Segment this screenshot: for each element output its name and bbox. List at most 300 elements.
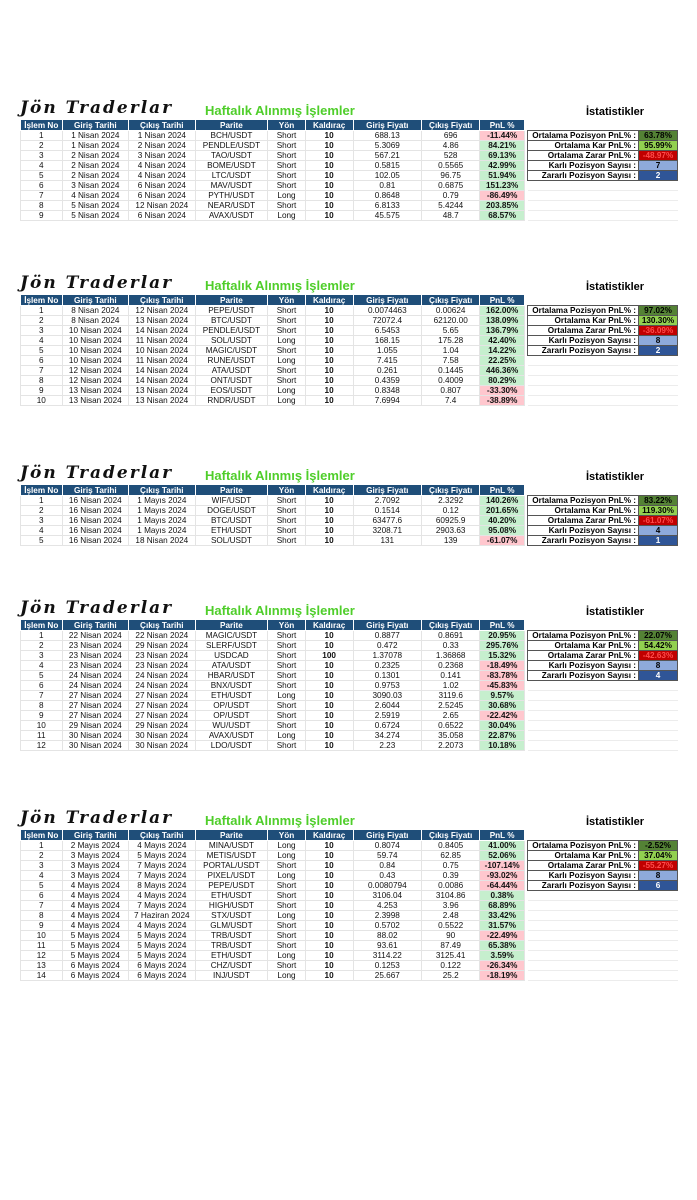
table-cell: BTC/USDT <box>195 516 268 526</box>
stats-row <box>528 171 678 181</box>
table-cell: 5 <box>21 671 63 681</box>
stats-empty-row <box>528 891 678 901</box>
table-cell: Short <box>268 141 305 151</box>
table-cell: 5 Nisan 2024 <box>62 201 129 211</box>
table-cell: 8 <box>21 701 63 711</box>
table-cell: 10 <box>305 941 353 951</box>
table-cell: PEPE/USDT <box>195 306 268 316</box>
table-cell: 3 <box>21 151 63 161</box>
brand-title: Jön Traderlar <box>20 273 174 293</box>
empty-cell <box>528 931 639 941</box>
column-header: Yön <box>268 485 305 496</box>
table-cell: 0.122 <box>422 961 480 971</box>
table-cell: 10 <box>305 741 353 751</box>
table-cell: 7 <box>21 901 63 911</box>
table-cell: 10 <box>305 506 353 516</box>
table-cell: 4 Mayıs 2024 <box>62 891 129 901</box>
table-row <box>21 211 525 221</box>
table-cell: 1 Nisan 2024 <box>129 131 196 141</box>
table-cell: 23 Nisan 2024 <box>129 661 196 671</box>
column-header: Kaldıraç <box>305 295 353 306</box>
table-cell: 6 <box>21 356 63 366</box>
table-cell: 162.00% <box>480 306 525 316</box>
empty-cell <box>528 891 639 901</box>
table-cell: ATA/USDT <box>195 661 268 671</box>
brand-title: Jön Traderlar <box>20 598 174 618</box>
table-cell: 0.472 <box>353 641 422 651</box>
table-row <box>21 661 525 671</box>
table-row <box>21 141 525 151</box>
column-header: Giriş Tarihi <box>62 620 129 631</box>
stat-value: 37.04% <box>639 851 678 861</box>
column-header: Çıkış Tarihi <box>129 620 196 631</box>
table-cell: 5 Mayıs 2024 <box>62 951 129 961</box>
table-cell: 0.8074 <box>353 841 422 851</box>
stat-value: 54.42% <box>639 641 678 651</box>
table-cell: 2 <box>21 851 63 861</box>
table-cell: 2 <box>21 641 63 651</box>
stats-empty-row <box>528 211 678 221</box>
table-cell: Short <box>268 376 305 386</box>
table-cell: 16 Nisan 2024 <box>62 526 129 536</box>
table-cell: Long <box>268 211 305 221</box>
stats-row <box>528 536 678 546</box>
table-cell: 30 Nisan 2024 <box>129 731 196 741</box>
table-row <box>21 851 525 861</box>
table-cell: 10.18% <box>480 741 525 751</box>
table-cell: 95.08% <box>480 526 525 536</box>
table-cell: 10 <box>305 881 353 891</box>
empty-cell <box>639 891 678 901</box>
table-cell: 10 <box>305 731 353 741</box>
stat-value: 7 <box>639 161 678 171</box>
table-cell: 11 Nisan 2024 <box>129 356 196 366</box>
table-cell: 0.00624 <box>422 306 480 316</box>
table-cell: 10 <box>305 971 353 981</box>
table-row <box>21 881 525 891</box>
empty-cell <box>639 901 678 911</box>
table-cell: 6 Nisan 2024 <box>129 191 196 201</box>
stat-value: -42.63% <box>639 651 678 661</box>
table-cell: 2 <box>21 316 63 326</box>
table-cell: 13 Nisan 2024 <box>62 386 129 396</box>
empty-cell <box>528 681 639 691</box>
table-cell: 1 Nisan 2024 <box>62 131 129 141</box>
table-cell: 0.9753 <box>353 681 422 691</box>
table-cell: ETH/USDT <box>195 691 268 701</box>
stat-label: Karlı Pozisyon Sayısı : <box>528 526 639 536</box>
table-cell: 0.141 <box>422 671 480 681</box>
empty-cell <box>528 701 639 711</box>
table-cell: 10 <box>305 211 353 221</box>
stat-label: Ortalama Zarar PnL% : <box>528 151 639 161</box>
table-row <box>21 931 525 941</box>
stat-value: 95.99% <box>639 141 678 151</box>
stats-empty-row <box>528 941 678 951</box>
empty-cell <box>639 711 678 721</box>
table-cell: 528 <box>422 151 480 161</box>
table-cell: 10 <box>305 306 353 316</box>
empty-cell <box>639 396 678 406</box>
table-cell: 30.68% <box>480 701 525 711</box>
stat-label: Ortalama Zarar PnL% : <box>528 326 639 336</box>
stats-row <box>528 851 678 861</box>
table-cell: 24 Nisan 2024 <box>129 681 196 691</box>
table-cell: 2 Nisan 2024 <box>129 141 196 151</box>
column-header: Çıkış Fiyatı <box>422 485 480 496</box>
table-cell: 8 Nisan 2024 <box>62 316 129 326</box>
table-cell: Short <box>268 131 305 141</box>
table-cell: 4 Mayıs 2024 <box>62 881 129 891</box>
stats-table <box>527 130 678 221</box>
stat-value: 6 <box>639 881 678 891</box>
column-header: Çıkış Tarihi <box>129 120 196 131</box>
table-cell: 10 <box>305 516 353 526</box>
empty-cell <box>639 721 678 731</box>
table-cell: 6.5453 <box>353 326 422 336</box>
table-cell: 5 Mayıs 2024 <box>62 931 129 941</box>
table-cell: ETH/USDT <box>195 951 268 961</box>
table-cell: 168.15 <box>353 336 422 346</box>
table-cell: 10 <box>305 131 353 141</box>
table-cell: 0.75 <box>422 861 480 871</box>
table-row <box>21 516 525 526</box>
table-cell: 10 <box>305 191 353 201</box>
column-header: İşlem No <box>21 830 63 841</box>
table-cell: 2 <box>21 506 63 516</box>
table-cell: 131 <box>353 536 422 546</box>
table-cell: 2.6044 <box>353 701 422 711</box>
table-cell: Long <box>268 731 305 741</box>
table-cell: 41.00% <box>480 841 525 851</box>
table-cell: 10 <box>305 721 353 731</box>
stat-label: Ortalama Kar PnL% : <box>528 851 639 861</box>
stat-label: Karlı Pozisyon Sayısı : <box>528 871 639 881</box>
table-row <box>21 671 525 681</box>
table-cell: 0.2325 <box>353 661 422 671</box>
empty-cell <box>528 211 639 221</box>
table-cell: 84.21% <box>480 141 525 151</box>
table-cell: 1 Mayıs 2024 <box>129 506 196 516</box>
table-cell: Short <box>268 316 305 326</box>
stats-table <box>527 305 678 406</box>
table-cell: 7 <box>21 691 63 701</box>
table-cell: 5.65 <box>422 326 480 336</box>
column-header: Çıkış Fiyatı <box>422 120 480 131</box>
table-cell: 2.5245 <box>422 701 480 711</box>
table-row <box>21 346 525 356</box>
table-cell: 0.4359 <box>353 376 422 386</box>
table-cell: BOME/USDT <box>195 161 268 171</box>
trades-table <box>20 829 525 981</box>
table-row <box>21 631 525 641</box>
table-cell: -93.02% <box>480 871 525 881</box>
stats-empty-row <box>528 366 678 376</box>
table-cell: 42.99% <box>480 161 525 171</box>
table-cell: 10 <box>305 961 353 971</box>
table-cell: 0.807 <box>422 386 480 396</box>
stat-label: Ortalama Pozisyon PnL% : <box>528 496 639 506</box>
table-cell: 10 <box>305 711 353 721</box>
table-cell: 10 <box>305 171 353 181</box>
empty-cell <box>639 941 678 951</box>
table-cell: Short <box>268 161 305 171</box>
table-cell: 29 Nisan 2024 <box>129 721 196 731</box>
table-cell: 10 <box>305 701 353 711</box>
table-cell: 4 Nisan 2024 <box>62 191 129 201</box>
table-cell: 4 Mayıs 2024 <box>62 901 129 911</box>
empty-cell <box>639 921 678 931</box>
empty-cell <box>528 366 639 376</box>
table-cell: 30.04% <box>480 721 525 731</box>
table-cell: -61.07% <box>480 536 525 546</box>
table-cell: PENDLE/USDT <box>195 141 268 151</box>
table-cell: 14 Nisan 2024 <box>129 326 196 336</box>
table-row <box>21 971 525 981</box>
column-header: Giriş Fiyatı <box>353 620 422 631</box>
table-cell: 6 <box>21 891 63 901</box>
empty-cell <box>528 201 639 211</box>
table-cell: 0.8691 <box>422 631 480 641</box>
table-cell: 68.57% <box>480 211 525 221</box>
table-cell: 0.6875 <box>422 181 480 191</box>
table-cell: 0.5815 <box>353 161 422 171</box>
table-header-row <box>21 295 525 306</box>
table-cell: 6 Mayıs 2024 <box>62 961 129 971</box>
stats-row <box>528 631 678 641</box>
table-cell: 4 Mayıs 2024 <box>129 891 196 901</box>
table-cell: 4 Mayıs 2024 <box>62 911 129 921</box>
table-cell: 90 <box>422 931 480 941</box>
empty-cell <box>639 691 678 701</box>
stat-label: Ortalama Kar PnL% : <box>528 316 639 326</box>
table-cell: 7 Mayıs 2024 <box>129 861 196 871</box>
table-cell: 14.22% <box>480 346 525 356</box>
table-cell: EOS/USDT <box>195 386 268 396</box>
stats-empty-row <box>528 901 678 911</box>
table-cell: 201.65% <box>480 506 525 516</box>
table-cell: 29 Nisan 2024 <box>129 641 196 651</box>
stats-row <box>528 881 678 891</box>
stats-empty-row <box>528 921 678 931</box>
table-cell: 2.7092 <box>353 496 422 506</box>
table-cell: ETH/USDT <box>195 891 268 901</box>
table-cell: 10 <box>305 901 353 911</box>
table-cell: 0.33 <box>422 641 480 651</box>
table-cell: 10 Nisan 2024 <box>129 346 196 356</box>
table-cell: 2 Nisan 2024 <box>62 171 129 181</box>
table-cell: -83.78% <box>480 671 525 681</box>
stats-title: İstatistikler <box>586 281 645 293</box>
table-cell: 6 Mayıs 2024 <box>62 971 129 981</box>
table-row <box>21 316 525 326</box>
table-cell: 2903.63 <box>422 526 480 536</box>
table-cell: 3 <box>21 326 63 336</box>
table-cell: 48.7 <box>422 211 480 221</box>
empty-cell <box>639 211 678 221</box>
table-cell: 45.575 <box>353 211 422 221</box>
stats-title: İstatistikler <box>586 106 645 118</box>
table-row <box>21 151 525 161</box>
table-row <box>21 691 525 701</box>
table-cell: 0.2368 <box>422 661 480 671</box>
table-row <box>21 651 525 661</box>
table-cell: 3 Nisan 2024 <box>129 151 196 161</box>
stat-value: 4 <box>639 526 678 536</box>
table-cell: 0.79 <box>422 191 480 201</box>
table-cell: 16 Nisan 2024 <box>62 506 129 516</box>
table-cell: 35.058 <box>422 731 480 741</box>
table-cell: 0.81 <box>353 181 422 191</box>
table-cell: 0.8877 <box>353 631 422 641</box>
table-cell: Short <box>268 641 305 651</box>
empty-cell <box>639 951 678 961</box>
table-cell: 20.95% <box>480 631 525 641</box>
table-cell: 10 <box>305 496 353 506</box>
column-header: Giriş Fiyatı <box>353 120 422 131</box>
table-cell: SLERF/USDT <box>195 641 268 651</box>
table-cell: 27 Nisan 2024 <box>129 691 196 701</box>
table-cell: 10 Nisan 2024 <box>62 346 129 356</box>
table-cell: 0.1514 <box>353 506 422 516</box>
table-cell: PENDLE/USDT <box>195 326 268 336</box>
trades-table <box>20 484 525 546</box>
column-header: Kaldıraç <box>305 485 353 496</box>
table-row <box>21 171 525 181</box>
stats-empty-row <box>528 691 678 701</box>
table-cell: RUNE/USDT <box>195 356 268 366</box>
table-cell: 27 Nisan 2024 <box>129 711 196 721</box>
brand-title: Jön Traderlar <box>20 463 174 483</box>
table-cell: OP/USDT <box>195 701 268 711</box>
table-cell: 8 <box>21 911 63 921</box>
table-cell: -64.44% <box>480 881 525 891</box>
column-header: Giriş Tarihi <box>62 120 129 131</box>
table-cell: RNDR/USDT <box>195 396 268 406</box>
table-cell: 72072.4 <box>353 316 422 326</box>
table-cell: OP/USDT <box>195 711 268 721</box>
stats-empty-row <box>528 201 678 211</box>
column-header: Yön <box>268 120 305 131</box>
table-cell: 10 <box>305 316 353 326</box>
table-cell: 4 Nisan 2024 <box>129 161 196 171</box>
table-cell: 2.23 <box>353 741 422 751</box>
table-cell: 175.28 <box>422 336 480 346</box>
table-cell: 63477.6 <box>353 516 422 526</box>
table-cell: Short <box>268 961 305 971</box>
table-cell: 1 Mayıs 2024 <box>129 496 196 506</box>
table-cell: BCH/USDT <box>195 131 268 141</box>
table-cell: 3104.86 <box>422 891 480 901</box>
table-cell: 2 Nisan 2024 <box>62 151 129 161</box>
table-cell: 7 <box>21 191 63 201</box>
stat-value: 83.22% <box>639 496 678 506</box>
stats-empty-row <box>528 181 678 191</box>
table-cell: 1.04 <box>422 346 480 356</box>
table-cell: 0.8405 <box>422 841 480 851</box>
column-header: İşlem No <box>21 485 63 496</box>
table-cell: Short <box>268 861 305 871</box>
table-cell: 102.05 <box>353 171 422 181</box>
table-cell: 5 <box>21 171 63 181</box>
column-header: Parite <box>195 620 268 631</box>
table-cell: 4 Mayıs 2024 <box>129 841 196 851</box>
stats-empty-row <box>528 701 678 711</box>
stat-value: 8 <box>639 871 678 881</box>
table-row <box>21 951 525 961</box>
table-cell: 2.65 <box>422 711 480 721</box>
table-cell: 5 Mayıs 2024 <box>129 941 196 951</box>
table-cell: 27 Nisan 2024 <box>62 711 129 721</box>
table-cell: 0.5565 <box>422 161 480 171</box>
table-cell: 138.09% <box>480 316 525 326</box>
table-cell: 0.8348 <box>353 386 422 396</box>
stat-label: Ortalama Pozisyon PnL% : <box>528 306 639 316</box>
stat-label: Karlı Pozisyon Sayısı : <box>528 336 639 346</box>
table-cell: 12 Nisan 2024 <box>62 366 129 376</box>
table-cell: 12 <box>21 951 63 961</box>
table-cell: 0.5702 <box>353 921 422 931</box>
table-cell: 4 Mayıs 2024 <box>62 921 129 931</box>
table-cell: BTC/USDT <box>195 316 268 326</box>
stat-value: 2 <box>639 346 678 356</box>
table-cell: SOL/USDT <box>195 536 268 546</box>
table-row <box>21 891 525 901</box>
table-cell: 1 <box>21 841 63 851</box>
empty-cell <box>528 711 639 721</box>
table-cell: 10 <box>305 861 353 871</box>
table-cell: 12 Nisan 2024 <box>129 201 196 211</box>
table-cell: PEPE/USDT <box>195 881 268 891</box>
table-cell: INJ/USDT <box>195 971 268 981</box>
table-cell: Short <box>268 671 305 681</box>
table-row <box>21 161 525 171</box>
table-cell: Short <box>268 326 305 336</box>
table-cell: Short <box>268 516 305 526</box>
table-cell: CHZ/USDT <box>195 961 268 971</box>
table-cell: 27 Nisan 2024 <box>129 701 196 711</box>
table-cell: 4 Nisan 2024 <box>129 171 196 181</box>
trades-table <box>20 119 525 221</box>
table-cell: 16 Nisan 2024 <box>62 516 129 526</box>
table-cell: 62.85 <box>422 851 480 861</box>
table-cell: 5 Mayıs 2024 <box>129 851 196 861</box>
table-cell: NEAR/USDT <box>195 201 268 211</box>
table-cell: ETH/USDT <box>195 526 268 536</box>
table-cell: 30 Nisan 2024 <box>129 741 196 751</box>
table-cell: 10 <box>305 871 353 881</box>
table-cell: 14 Nisan 2024 <box>129 366 196 376</box>
table-cell: 0.8648 <box>353 191 422 201</box>
stat-label: Ortalama Pozisyon PnL% : <box>528 841 639 851</box>
empty-cell <box>528 181 639 191</box>
table-cell: 3.59% <box>480 951 525 961</box>
table-cell: -107.14% <box>480 861 525 871</box>
table-cell: 8 <box>21 201 63 211</box>
empty-cell <box>528 951 639 961</box>
table-row <box>21 701 525 711</box>
empty-cell <box>528 941 639 951</box>
table-cell: 22 Nisan 2024 <box>62 631 129 641</box>
table-cell: Short <box>268 306 305 316</box>
table-cell: 1.055 <box>353 346 422 356</box>
table-cell: 696 <box>422 131 480 141</box>
column-header: Çıkış Tarihi <box>129 295 196 306</box>
table-cell: 9 <box>21 921 63 931</box>
table-cell: 0.84 <box>353 861 422 871</box>
table-cell: 3 Mayıs 2024 <box>62 871 129 881</box>
table-row <box>21 496 525 506</box>
